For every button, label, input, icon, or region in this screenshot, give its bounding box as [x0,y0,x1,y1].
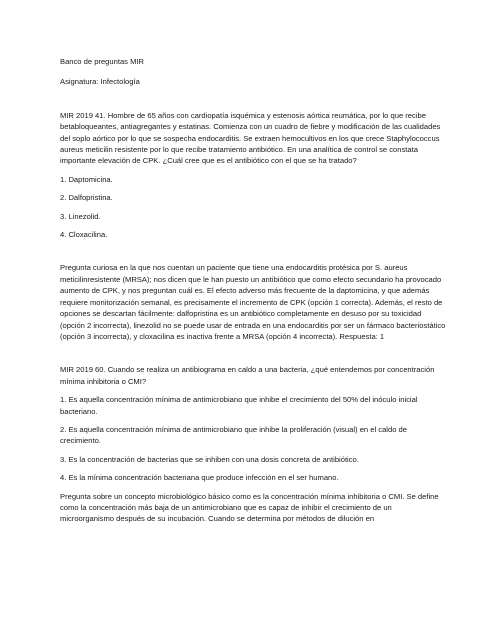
question-2-stem: MIR 2019 60. Cuando se realiza un antibiograma en caldo a una bacteria, ¿qué entendemos por concentración mínima inhibitoria o CMI? [60,365,435,386]
question-1-explanation: Pregunta curiosa en la que nos cuentan un paciente que tiene una endocarditis protésica por S. aureus meticilinresistente (MRSA); nos dicen que le han puesto un antibiótico que como efecto secundario ha provocado aumento de CPK, y nos preguntan cuál es. El efecto adverso más frecuente de la daptomicina, y que además requiere monitorización semanal, es precisamente el incremento de CPK (opción 1 correcta). Además, el resto de opciones se descartan fácilmente: dalfopristina es un antibiótico completamente en desuso por su toxicidad (opción 2 incorrecta), linezolid no se puede usar de entrada en una endocarditis por ser un fármaco bacteriostático (opción 3 incorrecta), y cloxacilina es inactiva frente a MRSA (opción 4 incorrecta). Respuesta: 1 [60,263,446,341]
question-2-option-2: 2. Es aquella concentración mínima de antimicrobiano que inhibe la proliferación (visual) en el caldo de crecimiento. [60,424,407,446]
question-2-explanation: Pregunta sobre un concepto microbiológico básico como es la concentración mínima inhibitoria o CMI. Se define como la concentración más baja de un antimicrobiano que es capaz de inhibir el crecimiento de un microorganismo después de su incubación. Cuando se determina por métodos de dilución en [60,491,439,524]
document-title: Banco de preguntas MIR [60,57,145,66]
question-1-stem: MIR 2019 41. Hombre de 65 años con cardiopatía isquémica y estenosis aórtica reumática, por lo que recibe betabloqueantes, antiagregantes y estatinas. Comienza con un cuadro de fiebre y modificación de las cualidades del soplo aórtico por lo que se sospecha endocarditis. Se extraen hemocultivos en los que crece Staphylococcus aureus meticilin resistente por lo que recibe tratamiento antibiótico. En una analítica de control se constata importante elevación de CPK. ¿Cuál cree que es el antibiótico con el que se ha tratado? [60,110,441,166]
document-body [60,56,446,525]
question-1-option-3: 3. Linezolid. [60,211,101,221]
question-2-option-4: 4. Es la mínima concentración bacteriana que produce infección en el ser humano. [60,473,339,483]
question-2-option-3: 3. Es la concentración de bacterias que se inhiben con una dosis concreta de antibiótico. [60,454,359,464]
question-1-option-2: 2. Dalfopristina. [60,193,113,203]
question-1-option-1: 1. Daptomicina. [60,174,113,184]
document-subject: Asignatura: Infectología [60,77,140,87]
question-2-option-1: 1. Es aquella concentración mínima de antimicrobiano que inhibe el crecimiento del 50% del inóculo inicial bacteriano. [60,395,418,416]
question-1-option-4: 4. Cloxacilina. [60,230,108,240]
